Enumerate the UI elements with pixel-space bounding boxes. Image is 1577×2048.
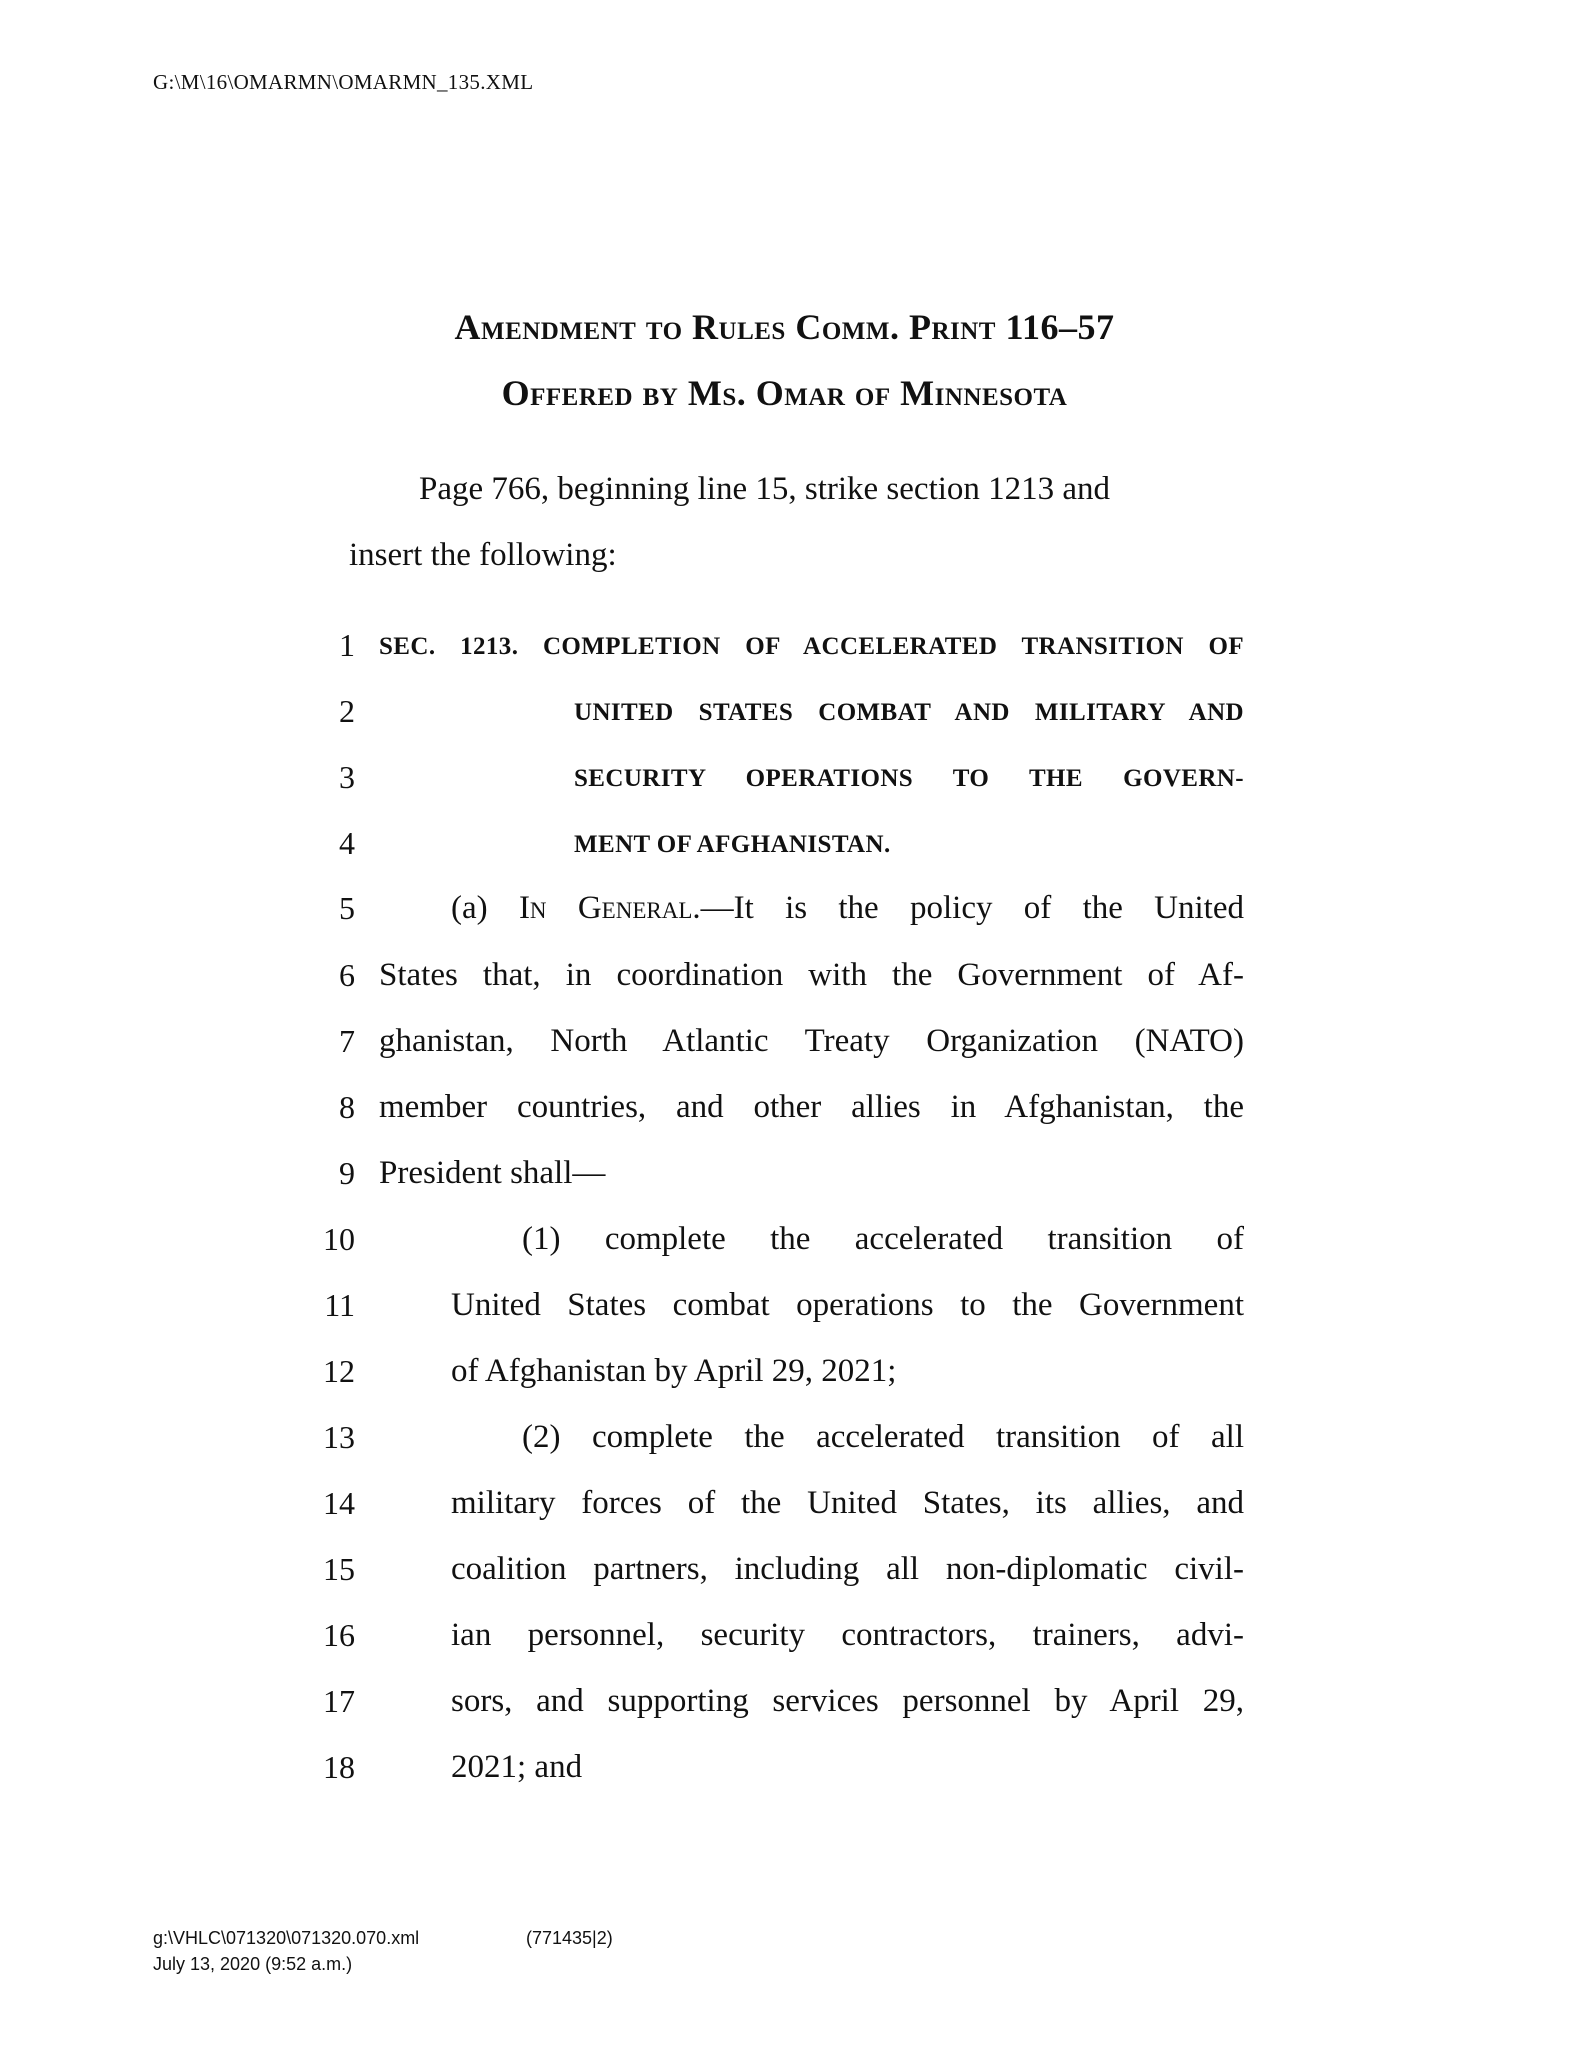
paragraph-1-line: (1) complete the accelerated transition of bbox=[522, 1221, 1244, 1257]
paragraph-2-line: 2021; and bbox=[451, 1749, 583, 1785]
bill-line bbox=[0, 1287, 1577, 1353]
section-heading-line: SEC. 1213. COMPLETION OF ACCELERATED TRANSITION OF bbox=[379, 633, 1244, 660]
bill-line bbox=[0, 1023, 1577, 1089]
paragraph-2-line: coalition partners, including all non-diplomatic civil- bbox=[451, 1551, 1244, 1587]
bill-line bbox=[0, 1485, 1577, 1551]
line-number: 17 bbox=[323, 1683, 355, 1719]
line-number: 1 bbox=[339, 627, 355, 663]
footer-file-path: g:\VHLC\071320\071320.070.xml bbox=[153, 1928, 420, 1948]
line-number: 15 bbox=[323, 1551, 355, 1587]
footer-document-code: (771435|2) bbox=[526, 1928, 613, 1948]
line-number: 3 bbox=[339, 759, 355, 795]
bill-line bbox=[0, 1419, 1577, 1485]
bill-line bbox=[0, 1353, 1577, 1419]
bill-line bbox=[0, 1155, 1577, 1221]
bill-line bbox=[0, 1749, 1577, 1815]
line-number: 12 bbox=[323, 1353, 355, 1389]
bill-line bbox=[0, 1551, 1577, 1617]
file-path-header: G:\M\16\OMARMN\OMARMN_135.XML bbox=[153, 70, 534, 94]
instruction-line-1: Page 766, beginning line 15, strike section 1213 and bbox=[419, 471, 1111, 507]
bill-line bbox=[0, 825, 1577, 891]
line-number: 8 bbox=[339, 1089, 355, 1125]
line-number: 5 bbox=[339, 890, 355, 926]
body-text-line: member countries, and other allies in Afghanistan, the bbox=[379, 1089, 1244, 1125]
bill-line bbox=[0, 1221, 1577, 1287]
subsection-a-line: (a) In General.—It is the policy of the United bbox=[451, 890, 1244, 926]
paragraph-1-line: United States combat operations to the Government bbox=[451, 1287, 1244, 1323]
line-number: 18 bbox=[323, 1749, 355, 1785]
paragraph-2-line: ian personnel, security contractors, trainers, advi- bbox=[451, 1617, 1244, 1653]
bill-line bbox=[0, 1683, 1577, 1749]
paragraph-2-line: sors, and supporting services personnel by April 29, bbox=[451, 1683, 1244, 1719]
body-text-line: States that, in coordination with the Government of Af- bbox=[379, 957, 1244, 993]
body-text-line: ghanistan, North Atlantic Treaty Organization (NATO) bbox=[379, 1023, 1244, 1059]
body-text-line: President shall— bbox=[379, 1155, 606, 1191]
amendment-title: Amendment to Rules Comm. Print 116–57 bbox=[454, 307, 1115, 347]
bill-line bbox=[0, 627, 1577, 693]
bill-line bbox=[0, 957, 1577, 1023]
paragraph-1-line: of Afghanistan by April 29, 2021; bbox=[451, 1353, 897, 1389]
paragraph-2-line: (2) complete the accelerated transition of all bbox=[522, 1419, 1244, 1455]
line-number: 16 bbox=[323, 1617, 355, 1653]
line-number: 9 bbox=[339, 1155, 355, 1191]
bill-line bbox=[0, 890, 1577, 956]
line-number: 4 bbox=[339, 825, 355, 861]
section-heading-line: UNITED STATES COMBAT AND MILITARY AND bbox=[574, 699, 1244, 726]
line-number: 2 bbox=[339, 693, 355, 729]
amendment-sponsor: Offered by Ms. Omar of Minnesota bbox=[501, 373, 1068, 413]
bill-line bbox=[0, 693, 1577, 759]
bill-line bbox=[0, 1089, 1577, 1155]
line-number: 14 bbox=[323, 1485, 355, 1521]
line-number: 13 bbox=[323, 1419, 355, 1455]
section-heading-line: MENT OF AFGHANISTAN. bbox=[574, 831, 891, 858]
line-number: 6 bbox=[339, 957, 355, 993]
line-number: 10 bbox=[323, 1221, 355, 1257]
bill-line bbox=[0, 1617, 1577, 1683]
footer-timestamp: July 13, 2020 (9:52 a.m.) bbox=[153, 1954, 353, 1974]
instruction-line-2: insert the following: bbox=[349, 537, 617, 573]
bill-line bbox=[0, 759, 1577, 825]
line-number: 7 bbox=[339, 1023, 355, 1059]
paragraph-2-line: military forces of the United States, its allies, and bbox=[451, 1485, 1244, 1521]
section-heading-line: SECURITY OPERATIONS TO THE GOVERN- bbox=[574, 765, 1244, 792]
line-number: 11 bbox=[324, 1287, 355, 1323]
